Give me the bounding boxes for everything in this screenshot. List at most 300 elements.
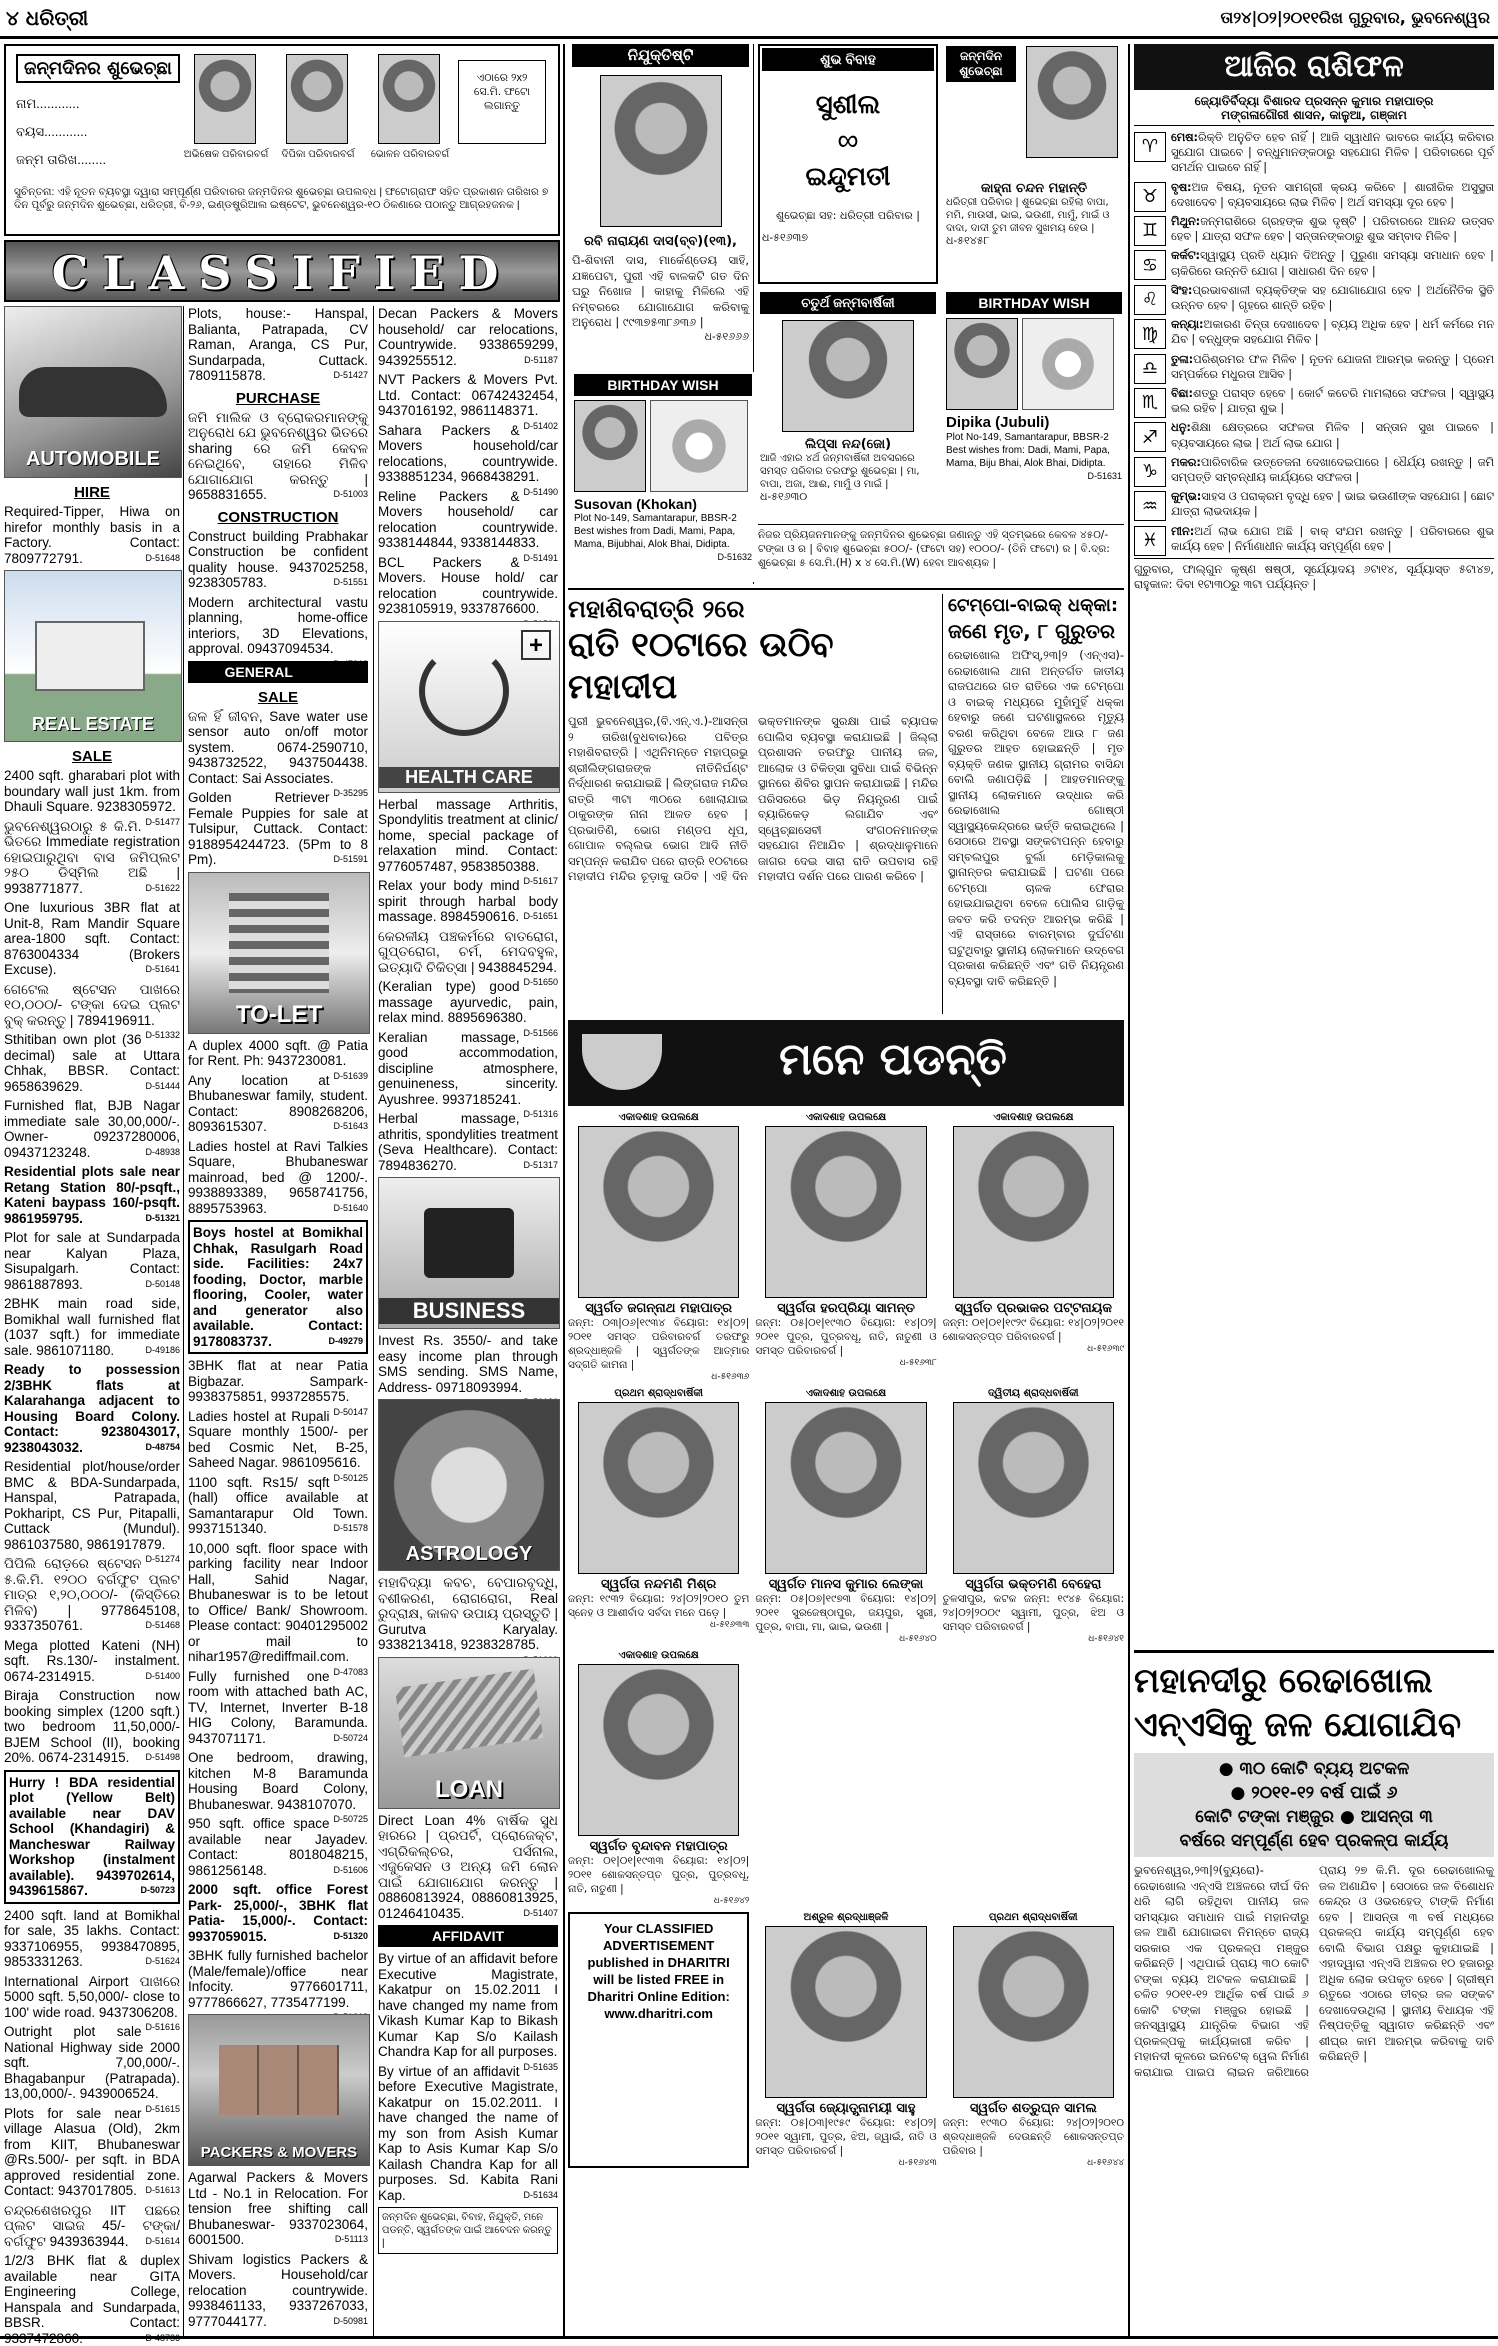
zodiac-icon: ♈ bbox=[1134, 132, 1166, 162]
rashi-item bbox=[1134, 455, 1494, 485]
office-forest-park-code: D-51320 bbox=[333, 1929, 368, 1945]
to-let-ad-code: D-50724 bbox=[333, 1731, 368, 1747]
rashiphal-list bbox=[1134, 130, 1494, 554]
accident-headline-2: ଜଣେ ମୃତ, ୮ ଗୁରୁତର bbox=[948, 618, 1124, 644]
chaturtha-code: ଧ-୫୧୬୩୦ bbox=[760, 491, 936, 504]
dipika-text: Plot No-149, Samantarapur, BBSR-2 Best wishes from: Dadi, Mami, Papa, Mama, Biju Bhai, Alok Bhai, Didipta. bbox=[946, 431, 1122, 470]
obituaries-grid bbox=[568, 1112, 1124, 2168]
to-let-ad bbox=[188, 1750, 368, 1812]
birthday-small-heading: ଜନ୍ମଦିନ ଶୁଭେଚ୍ଛା bbox=[946, 46, 1016, 82]
rashi-name: ସିଂହ: bbox=[1171, 284, 1192, 297]
rashi-item bbox=[1134, 317, 1494, 347]
automobile-image bbox=[4, 306, 182, 478]
rashi-text: ଅର୍ଥ ଲାଭ ଯୋଗ ଅଛି | ବାକ୍ ସଂଯମ ରଖନ୍ତୁ | ପରିବାରରେ ଶୁଭ କାର୍ଯ୍ୟ ହେବ | ନିର୍ମାଣାଧୀନ କାର୍ଯ୍ୟ ସମ୍ପୂର୍ଣ୍ଣ ହେବ | bbox=[1171, 525, 1494, 553]
obituary-photo bbox=[578, 1126, 739, 1298]
general-ad bbox=[188, 790, 368, 868]
sale-ad bbox=[4, 1098, 180, 1160]
health-care-ad-text: Relax your body mind spirit through harbal body massage. 8984590616. bbox=[378, 878, 558, 924]
briefcase-icon bbox=[424, 1208, 514, 1278]
business-ad bbox=[378, 1333, 558, 1395]
birthday-form-name: ନାମ............ bbox=[16, 96, 80, 112]
obituary-name: ସ୍ୱର୍ଗତା ନନ୍ଦମଣି ମିଶ୍ର bbox=[568, 1577, 749, 1592]
astrology-label: ASTROLOGY bbox=[379, 1543, 559, 1566]
rashi-item bbox=[1134, 248, 1494, 278]
rashiphal-place: ମଙ୍ଗଳାଗୌରୀ ଶାସନ, କାଳୁଆ, ଗଞ୍ଜାମ bbox=[1134, 108, 1494, 126]
sale-ad-code: D-51641 bbox=[145, 962, 180, 978]
packers-ad-code: D-51491 bbox=[523, 551, 558, 567]
zodiac-icon: ♒ bbox=[1134, 491, 1166, 521]
rashi-text: ଅକାରଣ ଚିନ୍ତା ଦେଖାଦେବ | ବ୍ୟୟ ଅଧିକ ହେବ | ଧର୍ମ କର୍ମରେ ମନ ଯିବ | ବନ୍ଧୁଙ୍କ ସହଯୋଗ ମିଳିବ | bbox=[1171, 318, 1494, 346]
susovan-text: Plot No-149, Samantarapur, BBSR-2 Best wishes from Dadi, Mami, Papa, Mama, Bijubhai, Alok Bhai, Didipta. bbox=[574, 512, 752, 551]
rashi-text: ସ୍ୱାସ୍ଥ୍ୟ ପ୍ରତି ଧ୍ୟାନ ଦିଅନ୍ତୁ | ପୁରୁଣା ସମସ୍ୟା ସମାଧାନ ହେବ | ଚାକିରିରେ ଉନ୍ନତି ଯୋଗ | ସାଧାରଣ ଦିନ ହେବ | bbox=[1171, 249, 1494, 277]
obituary-photo bbox=[765, 1126, 926, 1298]
obituary-tag: ଏକାଦଶାହ ଉପଲକ୍ଷେ bbox=[568, 1112, 749, 1123]
obituary-card bbox=[943, 1388, 1124, 1644]
obituary-card bbox=[568, 1112, 749, 1382]
mane-padanti-banner bbox=[568, 1020, 1124, 1106]
zodiac-icon: ♏ bbox=[1134, 388, 1166, 418]
packers-ad-code: D-51490 bbox=[523, 485, 558, 501]
obituary-tag: ପ୍ରଥମ ଶ୍ରାଦ୍ଧବାର୍ଷିକୀ bbox=[943, 1912, 1124, 1923]
obituary-code: ଧ-୫୧୬୩୯ bbox=[943, 1344, 1124, 1354]
masthead-rule bbox=[0, 36, 1498, 39]
general-ad bbox=[188, 709, 368, 787]
obituary-text: ଜନ୍ମ: ୦୫|୦୭|୧୯୭୩ ବିୟୋଗ: ୧୪|୦୨|୨୦୧୧ ସୁରଜେଷ୍ଠାପୁର, ଜୟପୁର, ସ୍ତ୍ରୀ, ପୁତ୍ର, ବାପା, ମା, ଭାଇ, ଭଉଣୀ | bbox=[755, 1592, 936, 1634]
to-let-ad-code: D-51643 bbox=[333, 1119, 368, 1135]
obituary-code: ଧ-୫୧୬୩୮ bbox=[755, 1358, 936, 1368]
sale-ad-text: 2BHK main road side, Bomikhal wall furnished flat (1037 sqft.) for immediate sale. 9861071180. bbox=[4, 1296, 180, 1358]
astrology-image bbox=[378, 1399, 560, 1571]
packers-ad-code: D-50981 bbox=[333, 2314, 368, 2330]
chaturtha-photo bbox=[782, 320, 914, 432]
sale-ad-code: D-48938 bbox=[145, 1145, 180, 1161]
to-let-ad-text: 3BHK flat at near Patia Bigbazar. Sampark- 9938375851, 9937285575. bbox=[188, 1358, 368, 1404]
construction-heading: CONSTRUCTION bbox=[188, 509, 368, 526]
obituary-name: ସ୍ୱର୍ଗତ ବୃନ୍ଦାବନ ମହାପାତ୍ର bbox=[568, 1839, 749, 1854]
loan-ad-code: D-51407 bbox=[523, 1906, 558, 1922]
general-ad-code: D-35295 bbox=[333, 786, 368, 802]
health-care-ad bbox=[378, 929, 558, 976]
obituary-code: ଧ-୫୧୬୪୩ bbox=[755, 2158, 936, 2168]
obituary-tag: ଏକାଦଶାହ ଉପଲକ୍ଷେ bbox=[755, 1112, 936, 1123]
rashi-text: ଶତ୍ରୁ ପରାସ୍ତ ହେବେ | କୋର୍ଟ କଚେରି ମାମଲାରେ ସଫଳତା | ସ୍ୱାସ୍ଥ୍ୟ ଭଲ ରହିବ | ଯାତ୍ରା ଶୁଭ | bbox=[1171, 387, 1494, 415]
col-sep-2 bbox=[373, 306, 374, 2336]
rashi-name: କର୍କଟ: bbox=[1171, 249, 1200, 262]
birthday-title: ଜନ୍ମଦିନର ଶୁଭେଚ୍ଛା bbox=[16, 54, 180, 83]
house-shape bbox=[35, 621, 145, 691]
health-care-ad-code: D-51617 bbox=[523, 874, 558, 890]
rashi-item bbox=[1134, 283, 1494, 313]
health-care-ad-text: Herbal massage Arthritis, Spondylitis treatment at clinic/ home, special package of relaxation mind. Contact: 9776057487, 9583850388. bbox=[378, 797, 558, 874]
sale-ad-code: D-51616 bbox=[145, 2020, 180, 2036]
chaturtha-notice bbox=[758, 290, 938, 520]
rashi-name: ଧନୁ: bbox=[1171, 421, 1191, 434]
sale-ad-text: Outright plot sale National Highway side 2000 sqft. 7,00,000/-. Bhagabanpur (Patrapada). 13,00,000/-. 9439006524. bbox=[4, 2024, 180, 2101]
obituary-photo bbox=[953, 1926, 1114, 2098]
packers-image bbox=[188, 2014, 370, 2166]
obituary-name: ସ୍ୱର୍ଗତା ଭକ୍ତମଣି ବେହେରା bbox=[943, 1577, 1124, 1592]
purchase-ad-code: D-51003 bbox=[333, 487, 368, 503]
obituary-tag: ଏକାଦଶାହ ଉପଲକ୍ଷେ bbox=[943, 1112, 1124, 1123]
boxes-shape bbox=[219, 2045, 339, 2115]
general-ad-code: D-51591 bbox=[333, 852, 368, 868]
obituary-text: ଜନ୍ମ: ୦୫|୦୧|୧୯୩୦ ବିୟୋଗ: ୧୪|୦୨|୨୦୧୧ ପୁତ୍ର, ପୁତ୍ରବଧୂ, ନାତି, ନାତୁଣୀ ଓ ସମସ୍ତ ପରିବାରବର୍ଗ | bbox=[755, 1316, 936, 1358]
sale-ad-text: 1/2/3 BHK flat & duplex available near GITA Engineering College, Hanspala and Sundarpada, BBSR. Contact: bbox=[4, 2253, 180, 2346]
sale-ad bbox=[4, 1164, 180, 1226]
page-number: ୪ ଧରିତ୍ରୀ bbox=[6, 6, 88, 30]
car-shape bbox=[19, 367, 167, 417]
zodiac-icon: ♓ bbox=[1134, 526, 1166, 556]
chaturtha-text: ଆଜି ଏହାର ୪ର୍ଥ ଜନ୍ମବାର୍ଷିକୀ ଅବସରରେ ସମସ୍ତ ପରିବାର ତରଫରୁ ଶୁଭେଚ୍ଛା | ମା, ବାପା, ଅଜା, ଆଈ, ମାମୁଁ ଓ ମାଇଁ | bbox=[760, 452, 936, 491]
hire-ad-text: Required-Tipper, Hiwa on hirefor monthly basis in a Factory. Contact: 7809772791. bbox=[4, 504, 180, 566]
news-top-rule bbox=[568, 588, 1124, 590]
health-care-ad-text: Keralian massage, good accommodation, discipline atmosphere, genuineness, sincerity. Ayushree. 9937185241. bbox=[378, 1030, 558, 1107]
chaturtha-heading: ଚତୁର୍ଥ ଜନ୍ମବାର୍ଷିକୀ bbox=[760, 292, 936, 314]
birthday-notice bbox=[4, 44, 560, 236]
dipika-name: Dipika (Jubuli) bbox=[946, 414, 1122, 431]
rashiphal-byline: ଜ୍ୟୋତିର୍ବିଦ୍ୟା ବିଶାରଦ ପ୍ରସନ୍ନ କୁମାର ମହାପାତ୍ର bbox=[1134, 94, 1494, 108]
rashiphal-section bbox=[1134, 44, 1494, 1644]
dipika-photo bbox=[946, 318, 1018, 410]
free-online-listing-box: Your CLASSIFIED ADVERTISEMENT published in DHARITRI will be listed FREE in Dharitri Online Edition: www.dharitri.com bbox=[568, 1912, 749, 2168]
zodiac-icon: ♋ bbox=[1134, 250, 1166, 280]
rashi-text: ପରିଶ୍ରମର ଫଳ ମିଳିବ | ନୂତନ ଯୋଜନା ଆରମ୍ଭ କରନ୍ତୁ | ପ୍ରେମ ସମ୍ପର୍କରେ ମଧୁରତା ଆସିବ | bbox=[1171, 353, 1494, 381]
to-let-ad-code: D-50125 bbox=[333, 1471, 368, 1487]
birthday-small-name: କାହ୍ନା ଚନ୍ଦନ ମହାନ୍ତି bbox=[946, 182, 1122, 196]
photo-label-2: ଦିପିକା ପରିବାରବର୍ଗ bbox=[268, 148, 368, 162]
notice-rate-text: ନିଜର ପ୍ରିୟଜନମାନଙ୍କୁ ଜନ୍ମଦିନର ଶୁଭେଚ୍ଛା ଜଣାନ୍ତୁ ଏହି ସ୍ତମ୍ଭରେ କେବଳ ୪୫୦/- ଟଙ୍କା ଓ ର | ବିବାହ ଶୁଭେଚ୍ଛା ୫୦୦/- (ଫଟୋ ସହ) ୧୦୦୦/- (ତିନି ଫଟୋ) ର | ବି.ଦ୍ର: ଶୁଭେଚ୍ଛା ୫ ସେ.ମି.(H) x ୪ ସେ.ମି.(W) ହେବା ଆବଶ୍ୟକ | bbox=[758, 524, 1124, 570]
zodiac-icon: ♌ bbox=[1134, 285, 1166, 315]
wedding-rings-icon: ∞ bbox=[762, 123, 934, 159]
wedding-groom: ସୁଶୀଲ bbox=[762, 87, 934, 123]
obituary-text: ଜନ୍ମ: ୧୯୩୦ ବିୟୋଗ: ୨୪|୦୨|୨୦୧୦ ଶ୍ରଦ୍ଧାଞ୍ଜଳି ଦେଉଛନ୍ତି ଶୋକସନ୍ତପ୍ତ ପରିବାର | bbox=[943, 2116, 1124, 2158]
news-water-supply bbox=[1134, 1650, 1494, 2336]
sale-ads-2 bbox=[4, 1908, 180, 2346]
obituary-name: ସ୍ୱର୍ଗତ ମାନସ କୁମାର ଲେଙ୍କା bbox=[755, 1577, 936, 1592]
to-let-ad-code: D-50725 bbox=[333, 1812, 368, 1828]
astrology-ads bbox=[378, 1575, 558, 1653]
obituary-code: ଧ-୫୧୬୪୪ bbox=[943, 2158, 1124, 2168]
packers-ad-text: Agarwal Packers & Movers Ltd - No.1 in Relocation. For tension free shifting call Bhubaneswar- 9337023064, 6001500. bbox=[188, 2170, 368, 2247]
purchase-ad-text: ଜମି ମାଲିକ ଓ ବ୍ରୋକରମାନଙ୍କୁ ଅନୁରୋଧ ଯେ ଭୁବନେଶ୍ୱର ଭିତରେ sharing ରେ ଜମି କେବଳ ନେଇଥିବେ, ତାହାରେ ମିଳିବ ଯୋଗାଯୋଗ କରନ୍ତୁ | 9658831655. bbox=[188, 410, 368, 503]
sale-ad-text: ଗେଟେଲ ଷ୍ଟେସନ ପାଖରେ ୧୦,୦୦୦/- ଟଙ୍କା ଦେଇ ପ୍ଲଟ ବୁକ୍ କରନ୍ତୁ | 7894196911. bbox=[4, 982, 180, 1028]
to-let-ad-text: 3BHK fully furnished bachelor (Male/female)/office near Infocity. 9776601711, 9777866627, 7735477199. bbox=[188, 1948, 368, 2010]
obituary-text: ଜନ୍ମ: ୦୫|୦୩|୧୯୫୯ ବିୟୋଗ: ୧୪|୦୨|୨୦୧୧ ସ୍ୱାମୀ, ପୁତ୍ର, ଝିଅ, ଜ୍ୱାଇଁ, ନାତି ଓ ସମସ୍ତ ପରିବାରବର୍ଗ | bbox=[755, 2116, 936, 2158]
construction-ad bbox=[188, 595, 368, 657]
obituary-code: ଧ-୫୧୬୪୦ bbox=[755, 1634, 936, 1644]
sale-ad bbox=[4, 982, 180, 1029]
accident-headline-1: ଟେମ୍ପୋ-ବାଇକ୍ ଧକ୍କା: bbox=[948, 594, 1124, 618]
birthday-small-notice bbox=[944, 44, 1124, 284]
sale-ad bbox=[4, 1459, 180, 1552]
sale-ad-text: International Airport ପାଖରେ 5000 sqft. 5,50,000/- close to 100' wide road. 9437306208. bbox=[4, 1974, 180, 2020]
sale-ad bbox=[4, 1296, 180, 1358]
shivaratri-headline-1: ମହାଶିବରାତ୍ରି ୨ରେ bbox=[568, 594, 938, 624]
sale-ad-text: ଭୁବନେଶ୍ୱରଠାରୁ ୫ କି.ମି. ଭିତରେ Immediate registration ହୋଇପାରୁଥିବା ବାସ ଜମିପ୍ଲଟ ୨୫୦ ଡିସ୍ମିଲ ଅଛି | 9938771877. bbox=[4, 819, 180, 896]
sale-ad-text: Mega plotted Kateni (NH) sqft. Rs.130/- instalment. 0674-2314915. bbox=[4, 1638, 180, 1684]
rashi-item bbox=[1134, 214, 1494, 244]
obituary-code: ଧ-୫୧୬୩୩ bbox=[568, 1620, 749, 1630]
affidavit-ads bbox=[378, 1951, 558, 2203]
susovan-code: D-51632 bbox=[574, 551, 752, 564]
rashi-item bbox=[1134, 524, 1494, 554]
construction-ad-code: D-47313 bbox=[333, 657, 368, 673]
rashi-text: ଅଜ ବିଷୟ, ନୂତନ ସାମଗ୍ରୀ କ୍ରୟ କରିବେ | ଶାରୀରିକ ଅସୁସ୍ଥତା ଦେଖାଦେବ | ବ୍ୟବସାୟରେ ଲାଭ ମିଳିବ | ଅର୍ଥ ସମସ୍ୟା ଦୂର ହେବ | bbox=[1171, 181, 1494, 209]
stethoscope-icon bbox=[419, 646, 509, 736]
purchase-heading: PURCHASE bbox=[188, 390, 368, 407]
packers-ad-code: D-51402 bbox=[523, 419, 558, 435]
sale-ad-text: Residential plot/house/order BMC & BDA-Sundarpada, Hanspal, Patrapada, Pokhaript, CS Pur, Pitapalli, Cuttack (Mundul). 9861037580, 9861917879. bbox=[4, 1459, 180, 1552]
loan-ad-text: Direct Loan 4% ବାର୍ଷିକ ସୁଧ ହାରରେ | ପ୍ରପର୍ଟି, ପ୍ରୋଜେକ୍ଟ, ଏଗ୍ରିକଲ୍ଚର, ପର୍ସନାଲ, ଏଜୁକେସନ ଓ ଅନ୍ୟ ଜମି ଲୋନ ପାଇଁ ଯୋଗାଯୋଗ କରନ୍ତୁ | 08860813924, 08860813925, 01246410435. bbox=[378, 1813, 558, 1921]
zodiac-icon: ♍ bbox=[1134, 319, 1166, 349]
sale-ad-code: D-51444 bbox=[145, 1079, 180, 1095]
sale-ad bbox=[4, 1230, 180, 1292]
rashi-name: କୁମ୍ଭ: bbox=[1171, 490, 1201, 503]
affidavit-ad-text: By virtue of an affidavit before Executive Magistrate, Kakatpur on 15.02.2011 I have changed my name from Vikash Kumar Kap to Bikash Kumar Kap S/o Kailash Chandra Kap for all purposes. bbox=[378, 1951, 558, 2059]
sale-ad bbox=[4, 1556, 180, 1634]
birthday-wish-heading-2: BIRTHDAY WISH bbox=[946, 292, 1122, 314]
niyukti-code: ଧ-୫୧୬୬୬ bbox=[572, 331, 749, 344]
obituary-photo bbox=[953, 1126, 1114, 1298]
astrology-ad bbox=[378, 1575, 558, 1653]
hurry-box-ad bbox=[4, 1770, 180, 1904]
health-care-ads bbox=[378, 797, 558, 1174]
sale-ad-code: D-51400 bbox=[145, 1669, 180, 1685]
health-care-ad-code: D-51317 bbox=[523, 1158, 558, 1174]
loan-image bbox=[378, 1657, 560, 1809]
rashi-item bbox=[1134, 386, 1494, 416]
wedding-heading: ଶୁଭ ବିବାହ bbox=[762, 48, 934, 71]
to-let-ad bbox=[188, 1541, 368, 1665]
to-let-ad-code: D-51578 bbox=[333, 1521, 368, 1537]
to-let-ad-text: Ladies hostel at Ravi Talkies Square, Bhubaneswar mainroad, bed @ 1200/-. 9938893389, 9658741756, 8895753963. bbox=[188, 1139, 368, 1216]
obituary-text: ଜନ୍ମ: ୦୧|୦୧|୧୯୨୯ ବିୟୋଗ: ୧୪|୦୨|୨୦୧୧ ଶୋକସନ୍ତପ୍ତ ପରିବାରବର୍ଗ | bbox=[943, 1316, 1124, 1344]
real-estate-label: REAL ESTATE bbox=[5, 714, 181, 735]
dipika-code: D-51631 bbox=[946, 470, 1122, 483]
to-let-ad bbox=[188, 1669, 368, 1747]
obituary-photo bbox=[953, 1402, 1114, 1574]
zodiac-icon: ♎ bbox=[1134, 354, 1166, 384]
birthday-form-date: ଜନ୍ମ ତାରିଖ........ bbox=[16, 152, 106, 168]
office-forest-park-ad bbox=[188, 1882, 368, 1944]
rashi-text: ରିକ୍ତି ଅନୁଚିତ ହେବ ନାହିଁ | ଆଜି ସ୍ୱାଧୀନ ଭାବରେ କାର୍ଯ୍ୟ କରିବାର ସୁଯୋଗ ପାଇବେ | ବନ୍ଧୁମାନଙ୍କଠାରୁ ସହଯୋଗ ମିଳିବ | ପରିବାରରେ ପୂର୍ବ ସମର୍ଥନ ପାଇବେ ନାହିଁ | bbox=[1171, 131, 1494, 174]
rashi-text: ପାରିବାରିକ ଉତ୍ତେଜନା ଦେଖାଦେଇପାରେ | ଧୈର୍ଯ୍ୟ ରଖନ୍ତୁ | ଜମି ସମ୍ପତ୍ତି ସମ୍ବନ୍ଧୀୟ କାର୍ଯ୍ୟରେ ସଫଳତା | bbox=[1171, 456, 1494, 484]
sale-ad-text: Biraja Construction now booking simplex (1200 sqft.) two bedroom 11,50,000/- BJEM School (II), booking 20%. 0674-2314915. bbox=[4, 1688, 180, 1765]
to-let-ad bbox=[188, 1948, 368, 2010]
health-care-ad-code: D-51566 bbox=[523, 1026, 558, 1042]
obituary-name: ସ୍ୱର୍ଗତା ଜ୍ୟୋତ୍ସ୍ନାମୟୀ ସାହୁ bbox=[755, 2101, 936, 2116]
sale-ad-code: D-51477 bbox=[145, 815, 180, 831]
birthday-form-age: ବୟସ............ bbox=[16, 124, 87, 140]
niyukti-name: ରବି ନାରାୟଣ ଦାସ(ବ୍ବ)(୧୩), bbox=[572, 235, 749, 249]
property-ad-code: D-51427 bbox=[333, 368, 368, 384]
obituary-photo bbox=[578, 1664, 739, 1836]
news-accident bbox=[948, 594, 1124, 1014]
sale-ad bbox=[4, 2253, 180, 2346]
packers-ad bbox=[188, 2252, 368, 2330]
office-forest-park-text: 2000 sqft. office Forest Park- 25,000/-, 3BHK flat Patia- 15,000/-. Contact: 9937059015. bbox=[188, 1882, 368, 1944]
obituary-tag: ପ୍ରଥମ ଶ୍ରାଦ୍ଧବାର୍ଷିକୀ bbox=[568, 1388, 749, 1399]
rashi-text: ପ୍ରଭାବଶାଳୀ ବ୍ୟକ୍ତିଙ୍କ ସହ ଯୋଗାଯୋଗ ହେବ | ଅର୍ଥନୈତିକ ସ୍ଥିତି ଉନ୍ନତ ହେବ | ଗୃହରେ ଶାନ୍ତି ରହିବ | bbox=[1171, 284, 1494, 312]
to-let-ads bbox=[188, 1038, 368, 1217]
rashi-name: ବୃଷ: bbox=[1171, 181, 1192, 194]
sale-ad-text: 2400 sqft. gharabari plot with boundary wall just 1km. from Dhauli Square. 9238305972. bbox=[4, 768, 180, 814]
obituary-tag: ଦ୍ୱିତୀୟ ଶ୍ରାଦ୍ଧବାର୍ଷିକୀ bbox=[943, 1388, 1124, 1399]
sale-ad bbox=[4, 1974, 180, 2021]
hurry-box-code: D-50723 bbox=[140, 1883, 175, 1899]
rashiphal-title: ଆଜିର ରାଶିଫଳ bbox=[1134, 44, 1494, 90]
rashiphal-footer: ଗୁରୁବାର, ଫାଲ୍‌ଗୁନ କୃଷ୍ଣ ଷଷ୍ଠୀ, ସୂର୍ଯ୍ୟୋଦୟ ୬ଟା୧୪, ସୂର୍ଯ୍ୟାସ୍ତ ୫ଟା୪୭, ରାହୁକାଳ: ଦିବା ୧ଟା୩୦ରୁ ୩ଟା ପର୍ଯ୍ୟନ୍ତ | bbox=[1134, 558, 1494, 592]
business-ads bbox=[378, 1333, 558, 1395]
construction-ads bbox=[188, 529, 368, 657]
water-sub-4: ବର୍ଷରେ ସମ୍ପୂର୍ଣ୍ଣ ହେବ ପ୍ରକଳ୍ପ କାର୍ଯ୍ୟ bbox=[1138, 1829, 1490, 1853]
sale-ad-text: Sthitiban own plot (36 decimal) sale at Uttara Chhak, BBSR. Contact: 9658639629. bbox=[4, 1032, 180, 1094]
health-care-image bbox=[378, 621, 560, 793]
to-let-image bbox=[188, 872, 370, 1034]
hire-ad-code: D-51648 bbox=[145, 551, 180, 567]
automobile-label: AUTOMOBILE bbox=[5, 448, 181, 471]
sale-ad bbox=[4, 1908, 180, 1970]
health-care-ad-code: D-51650 bbox=[523, 975, 558, 991]
photo-placeholder-box: ଏଠାରେ ୨x୨ ସେ.ମି. ଫଟୋ ଲଗାନ୍ତୁ bbox=[458, 60, 546, 144]
sale-ad-code: D-51321 bbox=[145, 1211, 180, 1227]
packers-ad bbox=[188, 2170, 368, 2248]
boys-hostel-code: D-49279 bbox=[328, 1334, 363, 1350]
water-sub-1: ● ୩୦ କୋଟି ବ୍ୟୟ ଅଟକଳ bbox=[1138, 1757, 1490, 1781]
classified-column-2 bbox=[188, 306, 368, 2336]
to-let-ads-2 bbox=[188, 1358, 368, 1878]
obituary-photo bbox=[765, 1926, 926, 2098]
to-let-ad-text: 10,000 sqft. floor space with parking facility near Indoor Hall, Sahid Nagar, Bhubaneswar is to be letout to Office/ Bank/ Showroom. Please contact: 90401295002 or mail to nihar1957@rediffmail.com. bbox=[188, 1541, 368, 1665]
col-sep-4 bbox=[1128, 44, 1130, 2336]
niyukti-text: ପି-ଶିବାନୀ ଦାସ, ମାର୍କେଣ୍ଡେୟ ସାହି, ଯଜ୍ଞପେଟା, ପୁରୀ ଏହି ବାଳକଟି ଗତ ଦିନ ଘରୁ ନିଖୋଜ | କାହାକୁ ମିଳିଲେ ଏହି ନମ୍ବରରେ ଯୋଗାଯୋଗ କରିବାକୁ ଅନୁରୋଧ | ୯୯୩୭୫୩୮୬୩୬ | bbox=[572, 253, 749, 331]
obituary-code: ଧ-୫୧୬୩୬ bbox=[568, 1372, 749, 1382]
sale-ad-text: ପିପିଲି ରୋଡ଼ରେ ଷ୍ଟେସନ ୫.କି.ମି. ୧୨୦୦ ବର୍ଗଫୁଟ ପ୍ଲଟ ମାତ୍ର ୧,୨୦,୦୦୦/- (କିସ୍ତିରେ ମିଳିବ) | 9778645108, 9337350761. bbox=[4, 1556, 180, 1633]
affidavit-ad-text: By virtue of an affidavit before Executive Magistrate, Kakatpur on 15.02.2011. I have changed the name of my son from Asish Kumar Kap to Asis Kumar Kap S/o Kailash Chandra Kap for all purposes. Sd. Kabita Rani Kap. bbox=[378, 2064, 558, 2203]
obituary-card bbox=[755, 1112, 936, 1382]
business-image bbox=[378, 1177, 560, 1329]
to-let-ad bbox=[188, 1139, 368, 1217]
packers-ad-text: Sahara Packers & Movers household/car relocations, countrywide. 9338851234, 9668438291. bbox=[378, 423, 558, 485]
to-let-ad-text: One bedroom, drawing, kitchen M-8 Baramunda Housing Board Colony, Bhubaneswar. 9438107070. bbox=[188, 1750, 368, 1812]
accident-body: ରେଢାଖୋଲ ଅଫିସ୍,୨୩|୨ (ଏନ୍ଏସ)-ରେଢାଖୋଲ ଥାନା ଅନ୍ତର୍ଗତ ଜାତୀୟ ରାଜପଥରେ ଗତ ରାତିରେ ଏକ ଟେମ୍ପୋ ଓ ବାଇକ୍ ମଧ୍ୟରେ ମୁହାଁମୁହିଁ ଧକ୍କା ହେବାରୁ ଜଣେ ଘଟଣାସ୍ଥଳରେ ମୃତ୍ୟୁ ବରଣ କରିଥିବା ବେଳେ ଆଉ ୮ ଜଣ ଗୁରୁତର ଆହତ ହୋଇଛନ୍ତି | ମୃତ ବ୍ୟକ୍ତି ଜଣକ ସ୍ଥାନୀୟ ଗ୍ରାମର ବାସିନ୍ଦା ବୋଲି ଜଣାପଡ଼ିଛି | ଆହତମାନଙ୍କୁ ସ୍ଥାନୀୟ ଲୋକମାନେ ଉଦ୍ଧାର କରି ରେଢାଖୋଲ ଗୋଷ୍ଠୀ ସ୍ୱାସ୍ଥ୍ୟକେନ୍ଦ୍ରରେ ଭର୍ତ୍ତି କରାଇଥିଲେ | ସେଠାରେ ଅବସ୍ଥା ସଙ୍କଟାପନ୍ନ ହେବାରୁ ସମ୍ବଲପୁର ବୁର୍ଲା ମେଡ଼ିକାଲକୁ ସ୍ଥାନାନ୍ତର କରାଯାଇଛି | ଘଟଣା ପରେ ଟେମ୍ପୋ ଚାଳକ ଫେରାର ହୋଇଯାଇଥିବା ବେଳେ ପୋଲିସ ଗାଡ଼ିକୁ ଜବତ କରି ତଦନ୍ତ ଆରମ୍ଭ କରିଛି | ଏହି ରାସ୍ତାରେ ବାରମ୍ବାର ଦୁର୍ଘଟଣା ଘଟୁଥିବାରୁ ସ୍ଥାନୀୟ ଲୋକମାନେ ଉଦ୍‌ବେଗ ପ୍ରକାଶ କରିଛନ୍ତି ଏବଂ ଗତି ନିୟନ୍ତ୍ରଣ ବ୍ୟବସ୍ଥା ଦାବି କରିଛନ୍ତି | bbox=[948, 648, 1124, 989]
packers-ad-text: Decan Packers & Movers household/ car relocations, Countrywide. 9338659299, 9439255512. bbox=[378, 306, 558, 368]
shivaratri-body: ପୁରୀ ଭୁବନେଶ୍ୱର,(ବି.ଏନ୍.ଏ.)-ଆସନ୍ତା ୨ ତାରିଖ(ବୁଧବାର)ରେ ପବିତ୍ର ମହାଶିବରାତ୍ରି | ଏଥିନିମନ୍ତେ ମହାପ୍ରଭୁ ଶ୍ରୀଲିଙ୍ଗରାଜଙ୍କ ନୀତିନିର୍ଘଣ୍ଟ ନିର୍ଦ୍ଧାରଣ କରାଯାଇଛି | ଲିଙ୍ଗରାଜ ମନ୍ଦିର ରାତ୍ରି ୩ଟା ୩୦ରେ ଖୋଲାଯାଇ ଠାକୁରଙ୍କ ନାନା ଆଳତ ହେବ | ପ୍ରଭାତିଣି, ଭୋଗ ମଣ୍ଡପ ଧୂପ, ଗୋପାଳ ବଲ୍ଲଭ ଭୋଗ ଆଦି ନୀତି ସମ୍ପନ୍ନ କରାଯିବ ପରେ ରାତ୍ରି ୧୦ଟାରେ ମହାଦୀପ ମନ୍ଦିର ଚୂଡ଼ାକୁ ଉଠିବ | ଏହି ଦିନ ଭକ୍ତମାନଙ୍କ ସୁରକ୍ଷା ପାଇଁ ବ୍ୟାପକ ପୋଲିସ ବ୍ୟବସ୍ଥା କରାଯାଇଛି | ଜିଲ୍ଲା ପ୍ରଶାସନ ତରଫରୁ ପାନୀୟ ଜଳ, ଆଲୋକ ଓ ଚିକିତ୍ସା ସୁବିଧା ପାଇଁ ବିଭିନ୍ନ ସ୍ଥାନରେ ଶିବିର ସ୍ଥାପନ କରାଯାଇଛି | ମନ୍ଦିର ପରିସରରେ ଭିଡ଼ ନିୟନ୍ତ୍ରଣ ପାଇଁ ବ୍ୟାରିକେଡ଼ ଲଗାଯିବ ଏବଂ ସ୍ୱେଚ୍ଛାସେବୀ ସଂଗଠନମାନଙ୍କ ସହଯୋଗ ନିଆଯିବ | ଶ୍ରଦ୍ଧାଳୁମାନେ ଜାଗର ଦେଇ ସାରା ରାତି ଉପବାସ ରହି ମହାଦୀପ ଦର୍ଶନ ପରେ ପାରଣ କରିବେ | bbox=[568, 714, 938, 885]
hire-heading: HIRE bbox=[4, 484, 180, 501]
packers-ad-code: D-51187 bbox=[524, 353, 558, 369]
obituary-card bbox=[755, 1388, 936, 1644]
packers-ad-text: Reline Packers & Movers household/ car relocation countrywide. 9338144844, 9338144833. bbox=[378, 489, 558, 551]
building-shape bbox=[229, 893, 329, 993]
health-care-ad-code: D-51651 bbox=[523, 909, 558, 925]
shivaratri-headline-2: ରାତି ୧୦ଟାରେ ଉଠିବ ମହାଦୀପ bbox=[568, 624, 938, 708]
health-care-ad bbox=[378, 797, 558, 875]
to-let-ad-code: D-50147 bbox=[333, 1405, 368, 1421]
property-ad-text: Plots, house:- Hanspal, Balianta, Patrapada, CV Raman, Aranga, CS Pur, Sundarpada, Cuttack. 7809115878. bbox=[188, 306, 368, 383]
sale-ad bbox=[4, 1362, 180, 1455]
water-body: ଭୁବନେଶ୍ୱର,୨୩|୨(ବ୍ୟୁରୋ)-ରେଢାଖୋଲ ଏନ୍ଏସି ଅଞ୍ଚଳରେ ଦୀର୍ଘ ଦିନ ଧରି ଲାଗି ରହିଥିବା ପାନୀୟ ଜଳ ସମସ୍ୟାର ସମାଧାନ ପାଇଁ ମହାନଦୀରୁ ଜଳ ଆଣି ଯୋଗାଇବା ନିମନ୍ତେ ରାଜ୍ୟ ସରକାର ଏକ ପ୍ରକଳ୍ପ ମଞ୍ଜୁର କରିଛନ୍ତି | ଏଥିପାଇଁ ପ୍ରାୟ ୩୦ କୋଟି ଟଙ୍କା ବ୍ୟୟ ଅଟକଳ କରାଯାଇଛି | ଚଳିତ ୨୦୧୧-୧୨ ଆର୍ଥିକ ବର୍ଷ ପାଇଁ ୬ କୋଟି ଟଙ୍କା ମଞ୍ଜୁର ହୋଇଛି | ଜନସ୍ୱାସ୍ଥ୍ୟ ଯାନ୍ତ୍ରିକ ବିଭାଗ ଏହି ପ୍ରକଳ୍ପକୁ କାର୍ଯ୍ୟକାରୀ କରିବ | ମହାନଦୀ କୂଳରେ ଇନଟେକ୍ ୱେଲ ନିର୍ମାଣ କରାଯାଇ ପାଇପ ଲାଇନ ଜରିଆରେ ପ୍ରାୟ ୨୭ କି.ମି. ଦୂର ରେଢାଖୋଲକୁ ଜଳ ଅଣାଯିବ | ସେଠାରେ ଜଳ ବିଶୋଧନ କେନ୍ଦ୍ର ଓ ଓଭରହେଡ୍ ଟାଙ୍କି ନିର୍ମାଣ ହେବ | ଆସନ୍ତା ୩ ବର୍ଷ ମଧ୍ୟରେ ପ୍ରକଳ୍ପ କାର୍ଯ୍ୟ ସମ୍ପୂର୍ଣ୍ଣ ହେବ ବୋଲି ବିଭାଗ ପକ୍ଷରୁ କୁହାଯାଇଛି | ଏହାଦ୍ୱାରା ଏନ୍ଏସି ଅଞ୍ଚଳର ୧୦ ହଜାରରୁ ଅଧିକ ଲୋକ ଉପକୃତ ହେବେ | ଗ୍ରୀଷ୍ମ ଋତୁରେ ଏଠାରେ ତୀବ୍ର ଜଳ ସଙ୍କଟ ଦେଖାଦେଉଥିଲା | ସ୍ଥାନୀୟ ବିଧାୟକ ଏହି ନିଷ୍ପତ୍ତିକୁ ସ୍ୱାଗତ କରିଛନ୍ତି ଏବଂ ଶୀଘ୍ର କାମ ଆରମ୍ଭ କରିବାକୁ ଦାବି କରିଛନ୍ତି | bbox=[1134, 1863, 1494, 2080]
rashi-item bbox=[1134, 130, 1494, 176]
health-care-ad-code: D-51316 bbox=[523, 1107, 558, 1123]
dipika-flowers bbox=[1022, 318, 1114, 410]
boys-hostel-box-ad bbox=[188, 1220, 368, 1354]
to-let-ad-code: D-47083 bbox=[333, 1665, 368, 1681]
affidavit-ad-code: D-51634 bbox=[523, 2188, 558, 2204]
water-subheads bbox=[1134, 1753, 1494, 1857]
to-let-ad-text: A duplex 4000 sqft. @ Patia for Rent. Ph: 9437230081. bbox=[188, 1038, 368, 1069]
sale-ad-code: D-51614 bbox=[145, 2234, 180, 2250]
water-sub-2: ● ୨୦୧୧-୧୨ ବର୍ଷ ପାଇଁ ୬ bbox=[1138, 1781, 1490, 1805]
to-let-ads-3 bbox=[188, 1948, 368, 2010]
obituary-tag: ଏକାଦଶାହ ଉପଲକ୍ଷେ bbox=[755, 1388, 936, 1399]
construction-ad-code: D-51551 bbox=[333, 575, 368, 591]
birthday-small-photo bbox=[1026, 46, 1118, 158]
column-3-footer-note: ଜନ୍ମଦିନ ଶୁଭେଚ୍ଛା, ବିବାହ, ନିଯୁକ୍ତି, ମନେ ପଡନ୍ତି, ସ୍ୱର୍ଗତଙ୍କ ପାଇଁ ଆବେଦନ କରନ୍ତୁ | bbox=[378, 2207, 558, 2254]
niyukti-photo bbox=[600, 75, 722, 227]
photo-label-1: ଅଭିଷେକ ପରିବାରବର୍ଗ bbox=[176, 148, 276, 162]
purchase-ad bbox=[188, 410, 368, 503]
sale-ad bbox=[4, 1688, 180, 1766]
sample-photo-1 bbox=[194, 54, 256, 144]
classified-banner bbox=[4, 240, 560, 302]
to-let-ad-text: 1100 sqft. Rs15/ sqft (hall) office available at Samantarapur Old Town. 9937151340. bbox=[188, 1475, 368, 1537]
bottom-rule bbox=[0, 2336, 1498, 2339]
general-label: GENERAL bbox=[188, 661, 368, 683]
obituary-card bbox=[755, 1912, 936, 2168]
to-let-label: TO-LET bbox=[189, 1001, 369, 1029]
money-shape bbox=[395, 1668, 543, 1757]
packers-ad bbox=[378, 306, 558, 368]
business-label: BUSINESS bbox=[379, 1298, 559, 1324]
sale-ad-code: D-51468 bbox=[145, 1618, 180, 1634]
sale-heading: SALE bbox=[4, 748, 180, 765]
packers-ad-text: Shivam logistics Packers & Movers. Household/car relocation countrywide. 9938461133, 9337267033, 9777044177. bbox=[188, 2252, 368, 2329]
mane-padanti-section bbox=[568, 1020, 1124, 2336]
rashi-item bbox=[1134, 489, 1494, 519]
loan-ad bbox=[378, 1813, 558, 1922]
news-sep bbox=[942, 594, 943, 1014]
general-ads bbox=[188, 709, 368, 868]
susovan-photo bbox=[574, 400, 646, 492]
sale-ad-text: Furnished flat, BJB Nagar immediate sale 30,00,000/-. Owner- 09237280006, 09437123248. bbox=[4, 1098, 180, 1160]
sale-ad-code: D-50148 bbox=[145, 1277, 180, 1293]
affidavit-label: AFFIDAVIT bbox=[378, 1925, 558, 1947]
obituary-name: ସ୍ୱର୍ଗତ ଜଗନ୍ନାଥ ମହାପାତ୍ର bbox=[568, 1301, 749, 1316]
sale-ad bbox=[4, 768, 180, 815]
medical-cross-icon: + bbox=[521, 630, 551, 660]
to-let-ad-text: Ladies hostel at Rupali Square monthly 1500/- per bed Cosmic Net, B-25, Saheed Nagar. 9861095616. bbox=[188, 1409, 368, 1471]
col-sep-1 bbox=[183, 306, 184, 2336]
photo-label-3: ଭୋଳନ ପରିବାରବର୍ଗ bbox=[360, 148, 460, 162]
to-let-ad-text: Fully furnished one room with attached bath AC, TV, Internet, Inverter B-18 HIG Colony, Baramunda. 9437071171. bbox=[188, 1669, 368, 1746]
sale-ad-text: Plot for sale at Sundarpada near Kalyan Plaza, Sisupalgarh. Contact: 9861887893. bbox=[4, 1230, 180, 1292]
zodiac-icon: ♊ bbox=[1134, 216, 1166, 246]
sale-ad bbox=[4, 900, 180, 978]
sale-ad-code: D-51274 bbox=[145, 1552, 180, 1568]
loan-label: LOAN bbox=[379, 1776, 559, 1804]
rashi-name: ମୀନ: bbox=[1171, 525, 1194, 538]
obituary-text: ତୁଳସୀପୁର, କଟକ ଜନ୍ମ: ୧୯୪୫ ବିୟୋଗ: ୨୪|୦୨|୨୦୦୯ ସ୍ୱାମୀ, ପୁତ୍ର, ଝିଅ ଓ ସମସ୍ତ ପରିବାରବର୍ଗ | bbox=[943, 1592, 1124, 1634]
to-let-ad-code: D-51606 bbox=[333, 1863, 368, 1879]
health-care-label: HEALTH CARE bbox=[379, 767, 559, 788]
obituary-tag: ଏକାଦଶାହ ଉପଲକ୍ଷେ bbox=[568, 1650, 749, 1661]
rashi-text: ଶିକ୍ଷା କ୍ଷେତ୍ରରେ ସଫଳତା ମିଳିବ | ସନ୍ତାନ ସୁଖ ପାଇବେ | ବ୍ୟବସାୟରେ ଲାଭ | ଅର୍ଥ ଲାଭ ଯୋଗ | bbox=[1171, 421, 1494, 449]
rashi-name: ବିଛା: bbox=[1171, 387, 1193, 400]
boys-hostel-text: Boys hostel at Bomikhal Chhak, Rasulgarh Road side. Facilities: 24x7 fooding, Doctor, marble flooring, Cooler, water and generator also available. Contact: 9178083737. bbox=[193, 1225, 363, 1349]
affidavit-ad bbox=[378, 1951, 558, 2060]
construction-ad bbox=[188, 529, 368, 591]
packers-ad-code: D-51113 bbox=[335, 2232, 368, 2248]
